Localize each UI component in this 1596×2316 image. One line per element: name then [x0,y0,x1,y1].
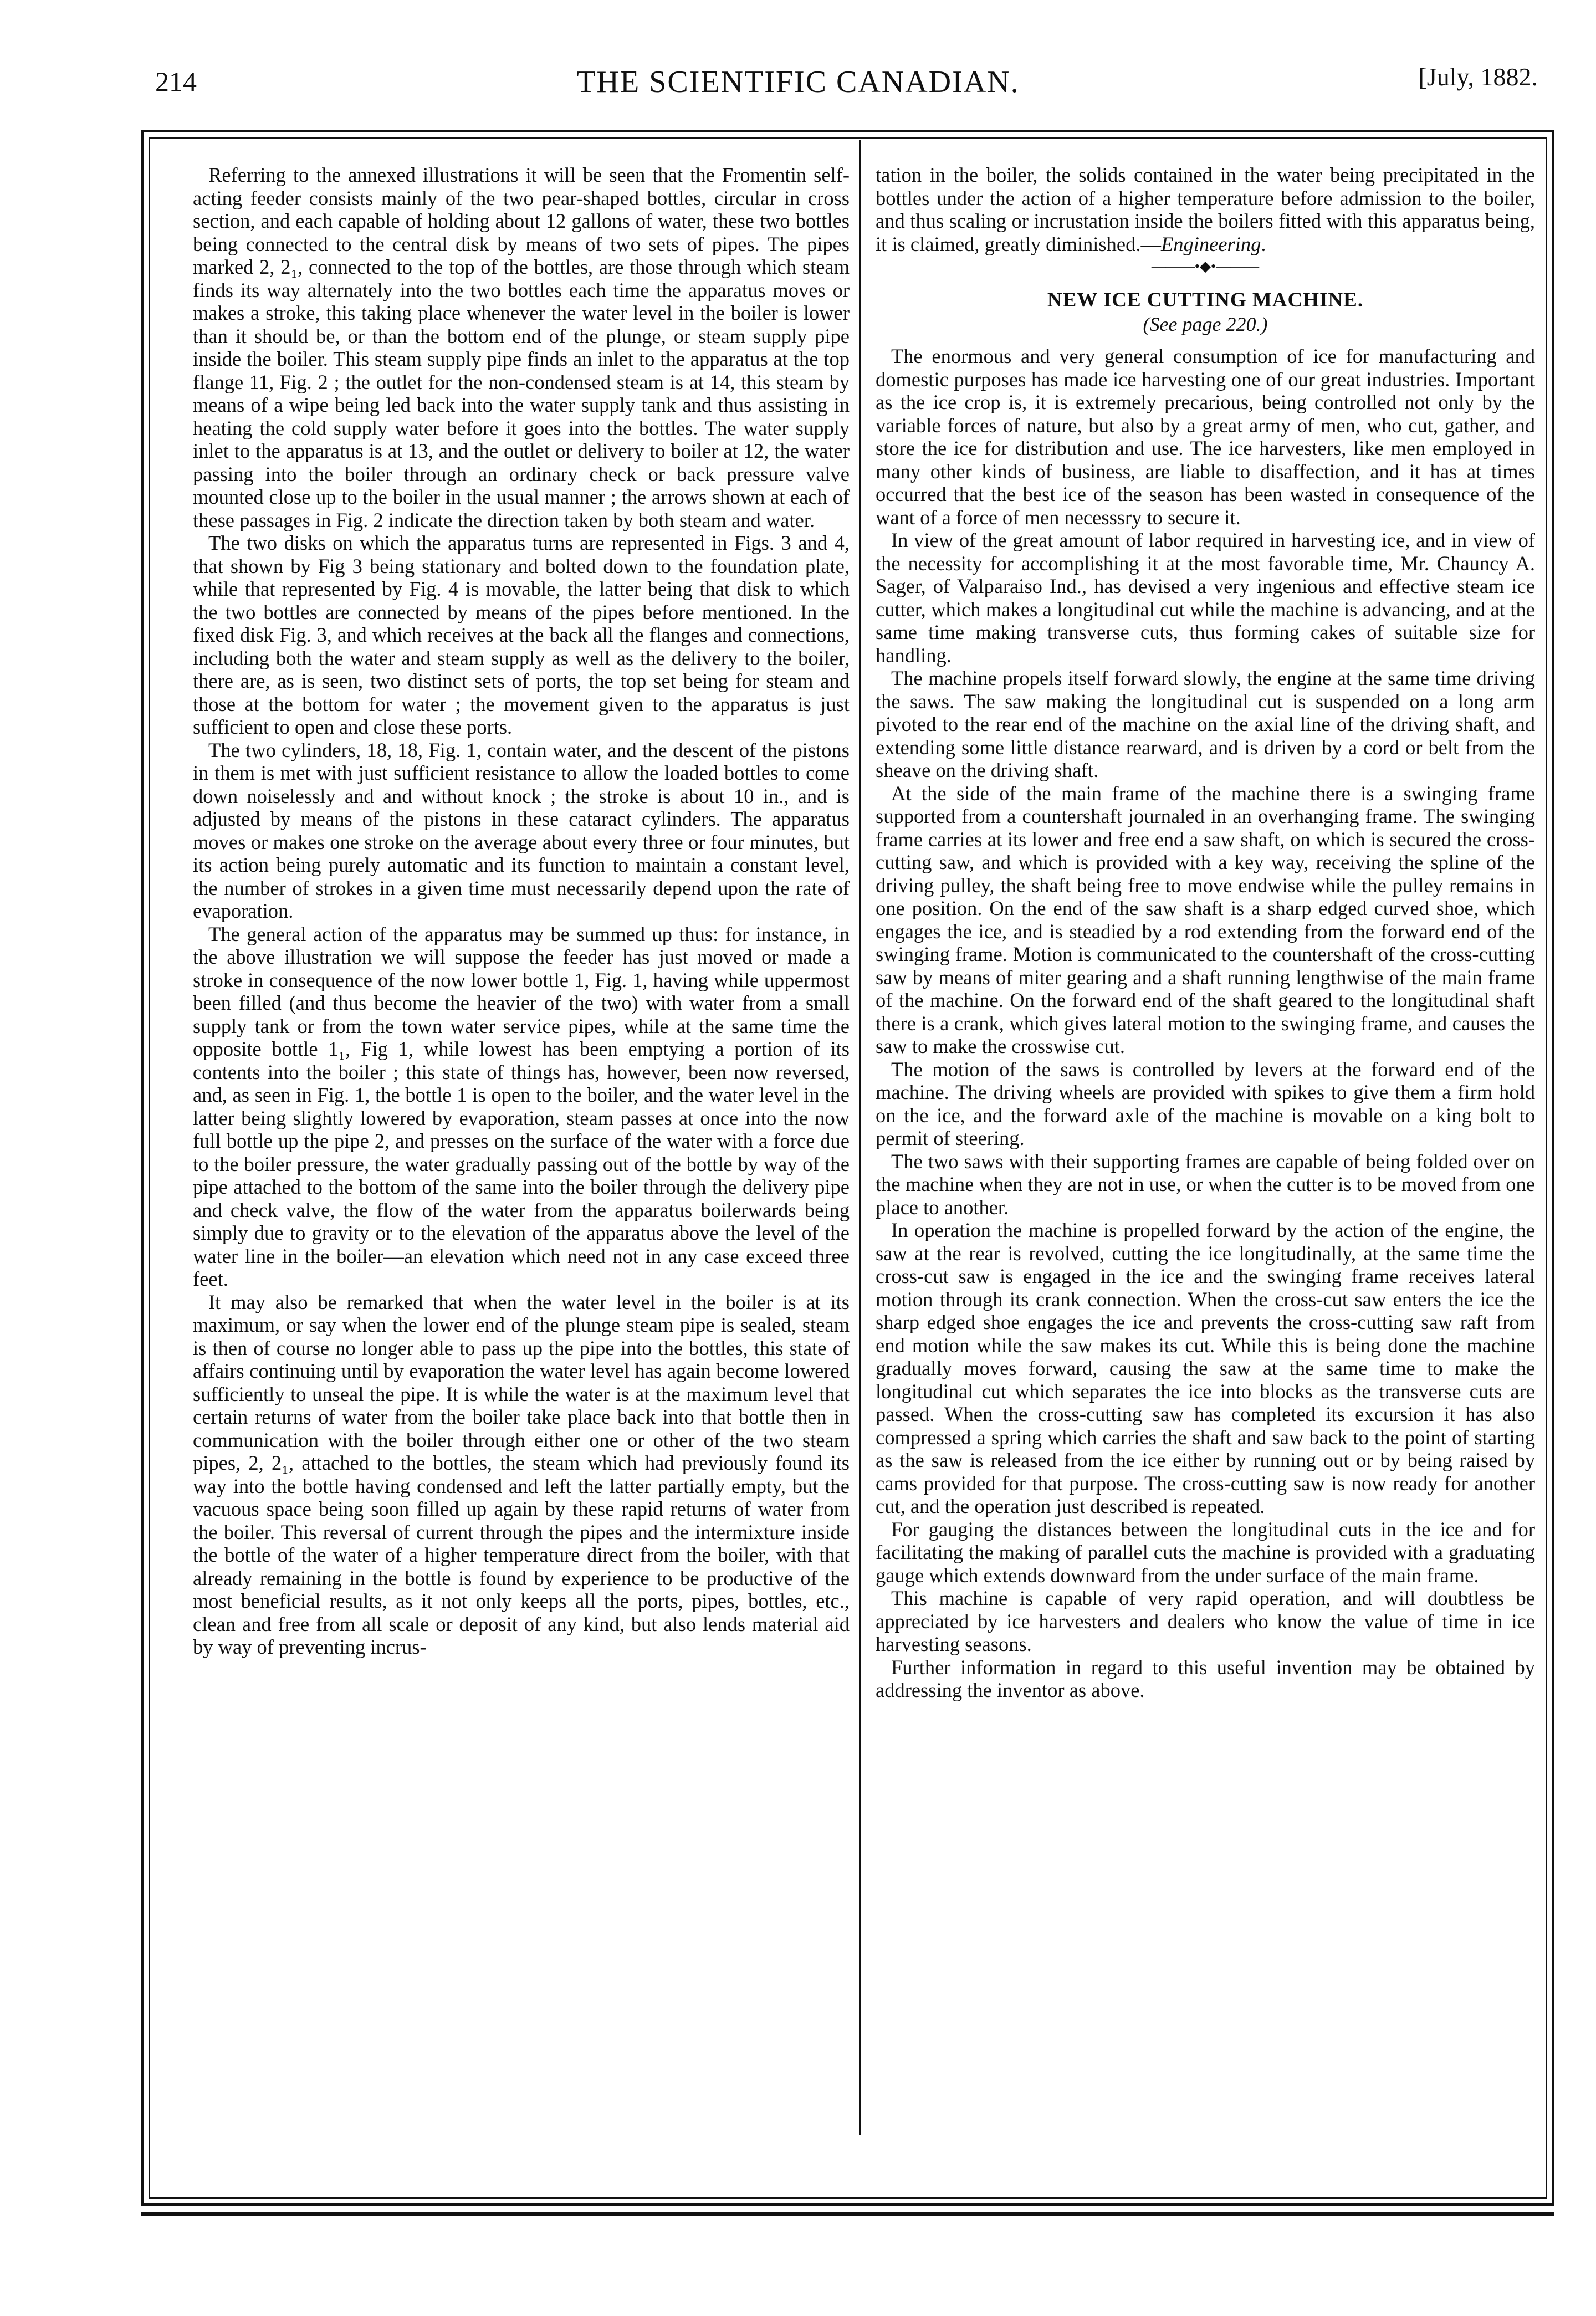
column-divider [859,140,861,2135]
bottom-rule [141,2212,1554,2216]
continued-paragraph [876,163,1535,255]
left-column [193,163,850,2142]
right-column [876,163,1535,2142]
paragraph: In view of the great amount of labor required in harvesting ice, and in view of the necessity for accomplishing it at the most favorable time, Mr. Chauncy A. Sager, of Valparaiso Ind., has devised a very ingenious and effective steam ice cutter, which makes a longitudinal cut while the machine is advancing, and at the same time making transverse cuts, thus forming cakes of suitable size for handling. [876,529,1535,667]
paragraph: The general action of the apparatus may be summed up thus: for instance, in the above illustration we will suppose the feeder has just moved or made a stroke in consequence of the now lower bottle 1, Fig. 1, having while uppermost been filled (and thus become the heavier of the two) with water from a small supply tank or from the town water service pipes, while at the same time the opposite bottle 1₁, Fig 1, while lowest has been emptying a portion of its contents into the boiler ; this state of things has, however, been now reversed, and, as seen in Fig. 1, the bottle 1 is open to the boiler, and the water level in the latter being slightly lowered by evaporation, steam passes at once into the now full bottle up the pipe 2, and presses on the surface of the water with a force due to the boiler pressure, the water gradually passing out of the bottle by way of the pipe attached to the bottom of the same into the boiler through the delivery pipe and check valve, the flow of the water from the apparatus boilerwards being simply due to gravity or to the elevation of the apparatus above the level of the water line in the boiler—an elevation which need not in any case exceed three feet. [193,922,850,1290]
source-credit: Engineering [1160,232,1261,255]
paragraph: The enormous and very general consumption of ice for manufacturing and domestic purposes has made ice harvesting one of our great industries. Important as the ice crop is, it is extremely precarious, being controlled not only by the variable forces of nature, but also by a great army of men, who cut, gather, and store the ice for distribution and use. The ice harvesters, like men employed in many other kinds of business, are liable to disaffection, and it has at times occurred that the best ice of the season has been wasted in consequence of the want of a force of men necesssry to secure it. [876,345,1535,529]
paragraph: The machine propels itself forward slowly, the engine at the same time driving the saws. The saw making the longitudinal cut is suspended on a long arm pivoted to the rear end of the machine on the axial line of the driving shaft, and extending some little distance rearward, and is driven by a cord or belt from the sheave on the driving shaft. [876,667,1535,781]
paragraph: Referring to the annexed illustrations it will be seen that the Fromentin self-acting feeder consists mainly of the two pear-shaped bottles, circular in cross section, and each capable of holding about 12 gallons of water, these two bottles being connected to the central disk by means of two sets of pipes. The pipes marked 2, 2₁, connected to the top of the bottles, are those through which steam finds its way alternately into the two bottles each time the apparatus moves or makes a stroke, this taking place whenever the water level in the boiler is lower than it should be, or than the bottom end of the plunge, or steam supply pipe inside the boiler. This steam supply pipe finds an inlet to the apparatus at the top flange 11, Fig. 2 ; the outlet for the non-condensed steam is at 14, this steam by means of a wipe being led back into the water supply tank and thus assisting in heating the cold supply water before it goes into the bottles. The water supply inlet to the apparatus is at 13, and the outlet or delivery to boiler at 12, the water passing into the boiler through an ordinary check or back pressure valve mounted close up to the boiler in the usual manner ; the arrows shown at each of these passages in Fig. 2 indicate the direction taken by both steam and water. [193,163,850,531]
issue-date: [July, 1882. [1418,63,1538,91]
paragraph: This machine is capable of very rapid operation, and will doubtless be appreciated by ice harvesters and dealers who know the value of time in ice harvesting seasons. [876,1587,1535,1655]
source-period: . [1261,232,1266,255]
paragraph: Further information in regard to this useful invention may be obtained by addressing the inventor as above. [876,1655,1535,1701]
paragraph: It may also be remarked that when the water level in the boiler is at its maximum, or say when the lower end of the plunge steam pipe is sealed, steam is then of course no longer able to pass up the pipe into the bottles, this state of affairs continuing until by evaporation the water level has again become lowered sufficiently to unseal the pipe. It is while the water is at the maximum level that certain returns of water from the boiler take place back into that bottle then in communication with the boiler through either one or other of the two steam pipes, 2, 2₁, attached to the bottles, the steam which had previously found its way into the bottle having condensed and left the latter partially empty, but the vacuous space being soon filled up again by these rapid returns of water from the boiler. This reversal of current through the pipes and the intermixture inside the bottle of the water of a higher temperature direct from the boiler, with that already remaining in the bottle is found by experience to be productive of the most beneficial results, as it not only keeps all the ports, pipes, bottles, etc., clean and free from all scale or deposit of any kind, but also lends material aid by way of preventing incrus- [193,1290,850,1658]
page-header [0,60,1596,104]
paragraph: At the side of the main frame of the machine there is a swinging frame supported from a countershaft journaled in an overhanging frame. The swinging frame carries at its lower and free end a saw shaft, on which is secured the cross-cutting saw, and which is provided with a key way, receiving the spline of the driving pulley, the shaft being free to move endwise while the pulley remains in one position. On the end of the saw shaft is a sharp edged curved shoe, which engages the ice, and is steadied by a rod extending from the forward end of the swinging frame. Motion is communicated to the countershaft of the cross-cutting saw by means of miter gearing and a shaft running lengthwise of the main frame of the machine. On the forward end of the shaft geared to the longitudinal shaft there is a crank, which gives lateral motion to the swinging frame, and causes the saw to make the crosswise cut. [876,781,1535,1057]
page-number: 214 [155,66,197,97]
continued-text: tation in the boiler, the solids contained in the water being precipitated in the bottles under the action of a higher temperature before admission to the boiler, and thus scaling or incrustation inside the boilers fitted with this apparatus being, it is claimed, greatly diminished.— [876,163,1535,255]
article-subtitle: (See page 220.) [1143,313,1268,335]
paragraph: The two cylinders, 18, 18, Fig. 1, contain water, and the descent of the pistons in them is met with just sufficient resistance to allow the loaded bottles to come down noiselessly and and without knock ; the stroke is about 10 in., and is adjusted by means of the pistons in these cataract cylinders. The apparatus moves or makes one stroke on the average about every three or four minutes, but its action being purely automatic and its function to maintain a constant level, the number of strokes in a given time must necessarily depend upon the rate of evaporation. [193,738,850,922]
paragraph: The two saws with their supporting frames are capable of being folded over on the machine when they are not in use, or when the cutter is to be moved from one place to another. [876,1149,1535,1219]
publication-title: THE SCIENTIFIC CANADIAN. [576,65,1020,99]
article-title: NEW ICE CUTTING MACHINE. [1047,289,1364,311]
section-ornament: ———•◆•——— [1151,258,1260,274]
paragraph: In operation the machine is propelled forward by the action of the engine, the saw at the rear is revolved, cutting the ice longitudinally, at the same time the cross-cut saw is engaged in the ice and the swinging frame receives lateral motion through its crank connection. When the cross-cut saw enters the ice the sharp edged shoe engages the ice and prevents the cross-cutting saw raft from end motion while the saw makes its cut. While this is being done the machine gradually moves forward, causing the saw at the same time to make the longitudinal cut which separates the ice into blocks as the transverse cuts are passed. When the cross-cutting saw has completed its excursion it has also compressed a spring which carries the shaft and saw back to the point of starting as the saw is released from the ice either by running out or by being raised by cams provided for that purpose. The cross-cutting saw is now ready for another cut, and the operation just described is repeated. [876,1219,1535,1517]
paragraph: The two disks on which the apparatus turns are represented in Figs. 3 and 4, that shown by Fig 3 being stationary and bolted down to the foundation plate, while that represented by Fig. 4 is movable, the latter being that disk to which the two bottles are connected by means of the pipes before mentioned. In the fixed disk Fig. 3, and which receives at the back all the flanges and connections, including both the water and steam supply as well as the delivery to the boiler, there are, as is seen, two distinct sets of ports, the top set being for steam and those at the bottom for water ; the movement given to the apparatus is just sufficient to open and close these ports. [193,531,850,738]
paragraph: The motion of the saws is controlled by levers at the forward end of the machine. The driving wheels are provided with spikes to give them a firm hold on the ice, and the forward axle of the machine is movable on a king bolt to permit of steering. [876,1057,1535,1149]
paragraph: For gauging the distances between the longitudinal cuts in the ice and for facilitating the making of parallel cuts the machine is provided with a graduating gauge which extends downward from the under surface of the main frame. [876,1517,1535,1587]
